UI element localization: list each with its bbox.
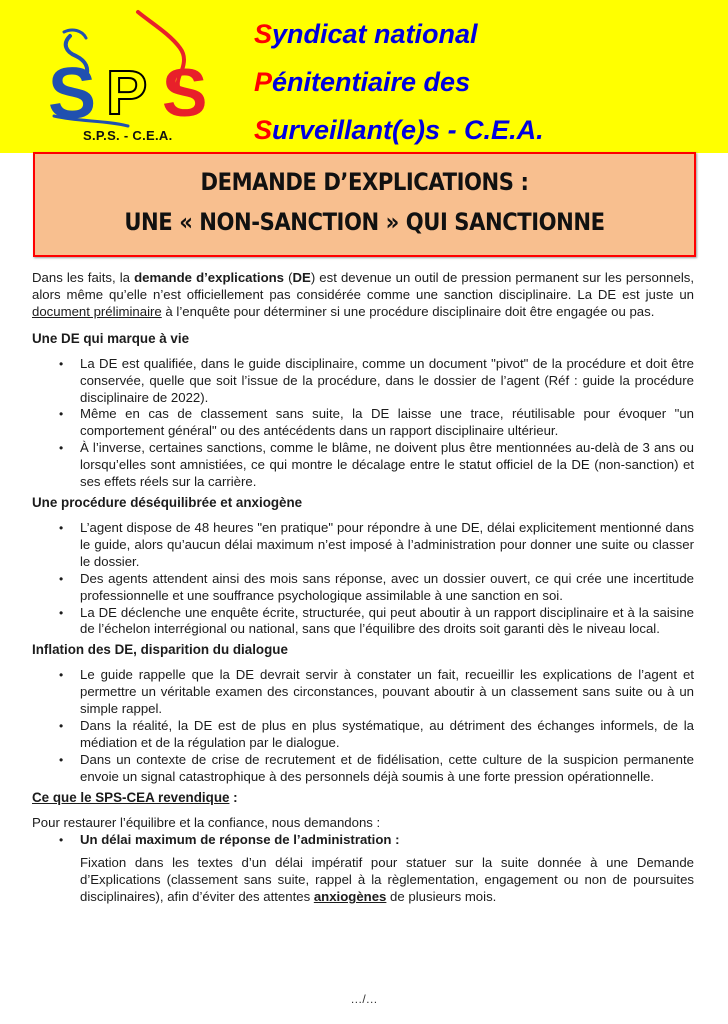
demands-heading-suffix: : — [229, 789, 238, 805]
logo-letter-s-right: S — [162, 55, 208, 131]
demands-list — [32, 832, 694, 907]
section-heading: Une DE qui marque à vie — [32, 330, 190, 346]
bullet-icon: • — [59, 668, 64, 683]
bullet-icon: • — [59, 520, 64, 535]
demand-text — [80, 855, 694, 906]
org-rest: énitentiaire des — [272, 67, 471, 97]
list-item — [59, 604, 694, 639]
section-bullet-list — [32, 667, 694, 785]
demand-title: Un délai maximum de réponse de l’administration : — [80, 831, 400, 847]
org-initial: P — [254, 67, 273, 97]
org-initial: S — [254, 115, 273, 145]
list-item-text: Dans un contexte de crise de recrutement et de fidélisation, cette culture de la suspicion permanente envoie un signal catastrophique à des personnels déjà soumis à une forte pression opérationnelle. — [80, 751, 694, 784]
bullet-icon: • — [59, 719, 64, 734]
intro-text: à l’enquête pour déterminer si une procédure disciplinaire doit être engagée ou pas. — [161, 303, 655, 319]
list-item-text: Des agents attendent ainsi des mois sans réponse, avec un dossier ouvert, ce qui crée une incertitude professionnelle et une souffrance psychologique assimilable à une sanction en soi. — [80, 570, 694, 603]
continuation-mark: …/… — [350, 992, 378, 1006]
list-item — [59, 355, 694, 407]
list-item-text: À l’inverse, certaines sanctions, comme le blâme, ne doivent plus être mentionnées au-delà de 3 ans ou lorsqu’elles sont amnistiées, ce qui montre le décalage entre le statut officiel de la DE (non-sanction) et ses effets réels sur la carrière. — [80, 440, 694, 490]
demands-heading — [32, 790, 694, 806]
list-item-text: Même en cas de classement sans suite, la DE laisse une trace, réutilisable pour évoquer "un comportement général" ou des antécédents dans un rapport disciplinaire ultérieur. — [80, 406, 694, 439]
bullet-icon: • — [59, 571, 64, 586]
demand-text-part: de plusieurs mois. — [386, 889, 497, 905]
list-item-text: L’agent dispose de 48 heures "en pratique" pour répondre à une DE, délai explicitement mentionné dans le guide, alors qu’aucun délai maximum n’est imposé à l’administration pour donner une suite ou classer le dossier. — [80, 519, 694, 569]
bullet-icon: • — [59, 407, 64, 422]
demands-heading-text: Ce que le SPS-CEA revendique — [32, 789, 230, 805]
org-name-line-1 — [254, 10, 544, 58]
logo-letter-s-left: S — [48, 54, 97, 134]
demand-text-part: Fixation dans les textes d’un délai impératif pour statuer sur la suite donnée à une Demande d’Explications (classement sans suite, rappel à la règlementation, engagement ou non de poursuites disciplinaires), afin d’éviter des attentes — [80, 855, 694, 905]
intro-paragraph — [32, 270, 694, 321]
org-name-line-2 — [254, 58, 544, 106]
list-item — [59, 519, 694, 571]
title-box — [33, 152, 696, 257]
demand-item — [59, 831, 694, 907]
bullet-icon: • — [59, 752, 64, 767]
org-rest: yndicat national — [272, 19, 478, 49]
intro-bold-term: demande d’explications — [134, 270, 285, 285]
list-item — [59, 570, 694, 605]
list-item — [59, 440, 694, 491]
list-item-text: Le guide rappelle que la DE devrait servir à constater un fait, recueillir les explications de l’agent et permettre un véritable examen des circonstances, pouvant aboutir à un classement sans suite ou à un simple rappel. — [80, 667, 694, 717]
demand-emphasis: anxiogènes — [313, 889, 387, 905]
section-bullet-list — [32, 520, 694, 638]
section-bullet-list — [32, 356, 694, 491]
list-item — [59, 667, 694, 718]
section-heading: Inflation des DE, disparition du dialogue — [32, 642, 288, 658]
document-body — [32, 270, 694, 910]
list-item — [59, 406, 694, 440]
intro-text: Dans les faits, la — [32, 270, 135, 285]
demands-lead: Pour restaurer l’équilibre et la confiance, nous demandons : — [32, 814, 381, 830]
title-line-2: UNE « NON-SANCTION » QUI SANCTIONNE — [124, 208, 605, 236]
list-item-text: La DE déclenche une enquête écrite, structurée, qui peut aboutir à un rapport disciplinaire et à la saisine de l’échelon interrégional ou national, sans que l’équilibre des droits soit garanti dès le niveau local. — [80, 604, 694, 637]
intro-text: ( — [284, 270, 293, 285]
list-item — [59, 718, 694, 752]
organization-name — [254, 10, 544, 154]
intro-text: ) est devenue un outil de pression permanent sur les personnels, alors même qu’elle n’est officiellement pas considérée comme une sanction disciplinaire. La DE est juste un — [32, 270, 695, 302]
logo-caption: S.P.S. - C.E.A. — [83, 128, 173, 143]
bullet-icon: • — [59, 832, 64, 847]
bullet-icon: • — [59, 441, 64, 456]
list-item-text: Dans la réalité, la DE est de plus en plus systématique, au détriment des échanges informels, de la médiation et de la régulation par le dialogue. — [80, 718, 694, 750]
org-name-line-3 — [254, 106, 544, 154]
list-item — [59, 751, 694, 786]
intro-abbreviation: DE — [292, 270, 311, 285]
org-initial: S — [254, 19, 273, 49]
sps-logo-icon — [40, 8, 220, 148]
intro-underlined-term: document préliminaire — [32, 303, 162, 319]
logo-letter-p: P — [106, 59, 148, 128]
bullet-icon: • — [59, 605, 64, 620]
header-band — [0, 0, 728, 153]
bullet-icon: • — [59, 356, 64, 371]
org-rest: urveillant(e)s - C.E.A. — [272, 115, 544, 145]
list-item-text: La DE est qualifiée, dans le guide disciplinaire, comme un document "pivot" de la procédure et doit être conservée, quelle que soit l’issue de la procédure, dans le dossier de l’agent (Réf : guide la procédure disciplinaire de 2022). — [80, 355, 694, 405]
section-heading: Une procédure déséquilibrée et anxiogène — [32, 494, 303, 510]
title-line-1: DEMANDE D’EXPLICATIONS : — [200, 168, 529, 196]
